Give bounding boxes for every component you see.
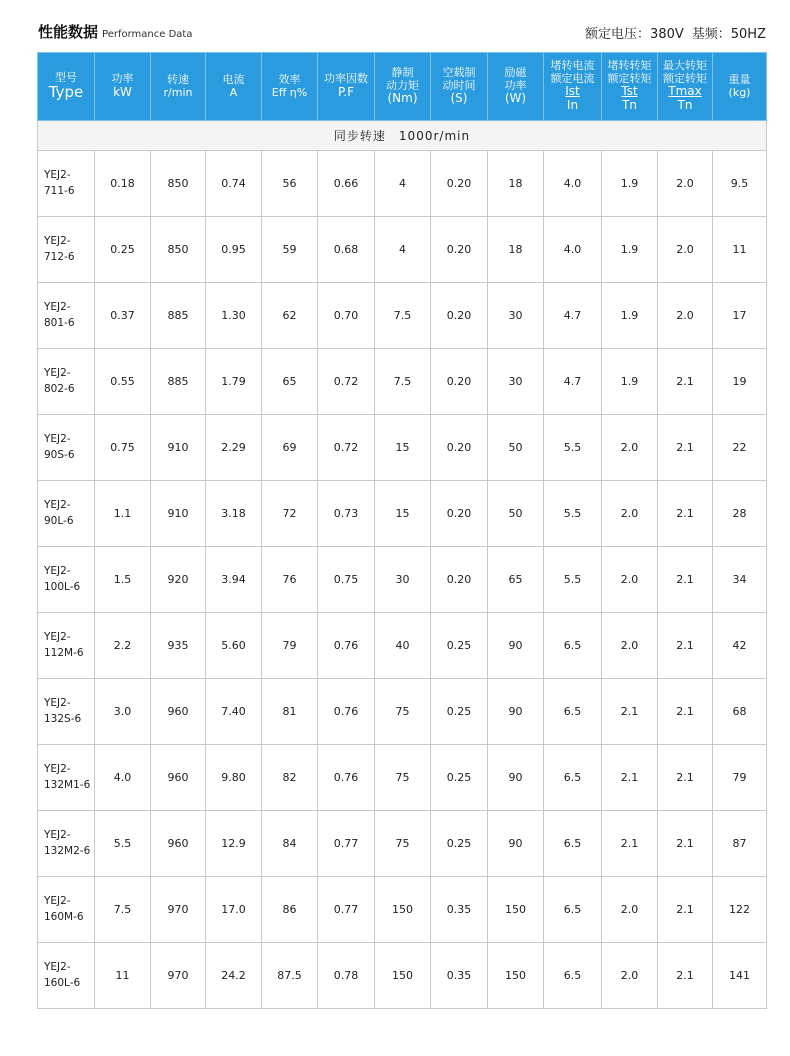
value-cell: 5.60	[206, 613, 262, 679]
model-cell	[38, 877, 95, 943]
value-cell: 850	[151, 151, 206, 217]
col-tmax-num: Tmax	[668, 84, 702, 99]
rating-info	[585, 23, 766, 42]
table-row	[38, 349, 767, 415]
value-cell: 2.0	[602, 613, 658, 679]
value-cell: 19	[713, 349, 767, 415]
table-row	[38, 283, 767, 349]
model-cell	[38, 745, 95, 811]
value-cell: 2.0	[658, 217, 713, 283]
value-cell: 3.18	[206, 481, 262, 547]
value-cell: 5.5	[95, 811, 151, 877]
value-cell: 15	[375, 415, 431, 481]
model-text: YEJ2-	[44, 235, 71, 248]
value-cell: 0.68	[318, 217, 375, 283]
value-cell: 1.30	[206, 283, 262, 349]
value-cell: 2.1	[658, 679, 713, 745]
table-row	[38, 481, 767, 547]
col-efficiency	[262, 53, 318, 121]
value-cell: 0.25	[431, 679, 488, 745]
page-subtitle: Performance Data	[102, 29, 193, 40]
value-cell: 2.1	[658, 415, 713, 481]
model-text: 712-6	[44, 250, 75, 263]
col-brake-time-l2: 动时间	[442, 78, 476, 92]
value-cell: 2.0	[602, 943, 658, 1009]
col-current-cn: 电流	[222, 72, 245, 86]
col-excitation-unit: (W)	[504, 91, 527, 106]
value-cell: 87	[713, 811, 767, 877]
value-cell: 42	[713, 613, 767, 679]
value-cell: 3.94	[206, 547, 262, 613]
value-cell: 65	[488, 547, 544, 613]
value-cell: 7.5	[95, 877, 151, 943]
table-row	[38, 613, 767, 679]
model-text: YEJ2-	[44, 895, 71, 908]
value-cell: 75	[375, 679, 431, 745]
value-cell: 2.1	[658, 547, 713, 613]
value-cell: 2.1	[602, 679, 658, 745]
page-header	[38, 18, 766, 42]
value-cell: 885	[151, 283, 206, 349]
value-cell: 0.20	[431, 415, 488, 481]
model-text: 100L-6	[44, 580, 81, 593]
value-cell: 90	[488, 811, 544, 877]
value-cell: 76	[262, 547, 318, 613]
table-body	[38, 151, 767, 1009]
value-cell: 0.73	[318, 481, 375, 547]
value-cell: 28	[713, 481, 767, 547]
value-cell: 910	[151, 481, 206, 547]
value-cell: 11	[713, 217, 767, 283]
value-cell: 150	[488, 877, 544, 943]
value-cell: 6.5	[544, 745, 602, 811]
value-cell: 960	[151, 679, 206, 745]
value-cell: 68	[713, 679, 767, 745]
model-text: YEJ2-	[44, 499, 71, 512]
model-text: 801-6	[44, 316, 75, 329]
col-speed-cn: 转速	[167, 72, 189, 86]
col-brake-torque-unit: (Nm)	[387, 91, 418, 106]
value-cell: 0.70	[318, 283, 375, 349]
col-ist-den: In	[566, 98, 579, 113]
value-cell: 150	[375, 877, 431, 943]
value-cell: 970	[151, 877, 206, 943]
col-tst-l2: 额定转矩	[607, 71, 652, 85]
section-label: 同步转速 1000r/min	[38, 121, 767, 151]
model-text: YEJ2-	[44, 433, 71, 446]
value-cell: 50	[488, 415, 544, 481]
model-text: YEJ2-	[44, 961, 71, 974]
value-cell: 6.5	[544, 943, 602, 1009]
value-cell: 7.40	[206, 679, 262, 745]
value-cell: 850	[151, 217, 206, 283]
value-cell: 141	[713, 943, 767, 1009]
value-cell: 1.9	[602, 283, 658, 349]
col-brake-time	[431, 53, 488, 121]
value-cell: 15	[375, 481, 431, 547]
col-excitation-power	[488, 53, 544, 121]
value-cell: 4.0	[95, 745, 151, 811]
col-tst-l1: 堵转转矩	[607, 59, 652, 73]
value-cell: 0.72	[318, 415, 375, 481]
col-efficiency-cn: 效率	[278, 72, 301, 86]
value-cell: 18	[488, 217, 544, 283]
model-text: YEJ2-	[44, 763, 71, 776]
value-cell: 0.25	[431, 613, 488, 679]
value-cell: 0.77	[318, 877, 375, 943]
value-cell: 30	[488, 349, 544, 415]
col-current	[206, 53, 262, 121]
value-cell: 1.79	[206, 349, 262, 415]
title-block	[38, 21, 192, 42]
value-cell: 5.5	[544, 547, 602, 613]
value-cell: 2.0	[602, 877, 658, 943]
rated-voltage: 额定电压：380V	[585, 27, 684, 42]
value-cell: 90	[488, 613, 544, 679]
value-cell: 34	[713, 547, 767, 613]
table-row	[38, 415, 767, 481]
value-cell: 0.18	[95, 151, 151, 217]
col-brake-time-unit: (S)	[450, 91, 468, 106]
col-ist-l1: 堵转电流	[550, 59, 595, 73]
model-text: YEJ2-	[44, 829, 71, 842]
model-text: 802-6	[44, 382, 75, 395]
model-cell	[38, 283, 95, 349]
model-cell	[38, 679, 95, 745]
table-header	[38, 53, 767, 121]
col-excitation-l1: 励磁	[504, 65, 527, 79]
model-cell	[38, 151, 95, 217]
table-row	[38, 217, 767, 283]
value-cell: 75	[375, 745, 431, 811]
col-power-factor-cn: 功率因数	[324, 72, 368, 86]
model-text: 90L-6	[44, 514, 74, 527]
value-cell: 81	[262, 679, 318, 745]
table-row	[38, 547, 767, 613]
model-text: 711-6	[44, 184, 75, 197]
value-cell: 5.5	[544, 415, 602, 481]
value-cell: 75	[375, 811, 431, 877]
col-tmax-den: Tn	[677, 98, 693, 113]
table-row	[38, 811, 767, 877]
value-cell: 1.9	[602, 349, 658, 415]
value-cell: 22	[713, 415, 767, 481]
value-cell: 0.72	[318, 349, 375, 415]
col-ist-l2: 额定电流	[550, 71, 595, 85]
value-cell: 0.20	[431, 349, 488, 415]
col-ist-num: Ist	[565, 84, 580, 99]
value-cell: 9.80	[206, 745, 262, 811]
value-cell: 0.20	[431, 481, 488, 547]
model-text: 132M2-6	[44, 844, 91, 857]
value-cell: 2.1	[658, 745, 713, 811]
model-text: YEJ2-	[44, 697, 71, 710]
value-cell: 4.0	[544, 151, 602, 217]
col-power	[95, 53, 151, 121]
value-cell: 150	[375, 943, 431, 1009]
model-text: 112M-6	[44, 646, 84, 659]
table-row	[38, 745, 767, 811]
value-cell: 5.5	[544, 481, 602, 547]
value-cell: 59	[262, 217, 318, 283]
value-cell: 970	[151, 943, 206, 1009]
value-cell: 122	[713, 877, 767, 943]
value-cell: 2.2	[95, 613, 151, 679]
value-cell: 885	[151, 349, 206, 415]
value-cell: 1.1	[95, 481, 151, 547]
value-cell: 0.37	[95, 283, 151, 349]
value-cell: 90	[488, 679, 544, 745]
value-cell: 24.2	[206, 943, 262, 1009]
value-cell: 2.0	[602, 547, 658, 613]
value-cell: 2.0	[602, 481, 658, 547]
value-cell: 0.66	[318, 151, 375, 217]
col-power-factor	[318, 53, 375, 121]
value-cell: 0.25	[95, 217, 151, 283]
model-text: 160M-6	[44, 910, 84, 923]
value-cell: 17.0	[206, 877, 262, 943]
value-cell: 11	[95, 943, 151, 1009]
model-cell	[38, 217, 95, 283]
value-cell: 9.5	[713, 151, 767, 217]
value-cell: 79	[262, 613, 318, 679]
value-cell: 4	[375, 217, 431, 283]
value-cell: 62	[262, 283, 318, 349]
model-text: YEJ2-	[44, 565, 71, 578]
value-cell: 0.78	[318, 943, 375, 1009]
value-cell: 17	[713, 283, 767, 349]
performance-table	[37, 52, 767, 1009]
value-cell: 1.9	[602, 217, 658, 283]
value-cell: 6.5	[544, 877, 602, 943]
value-cell: 0.76	[318, 613, 375, 679]
model-cell	[38, 547, 95, 613]
col-locked-current-ratio	[544, 53, 602, 121]
value-cell: 2.1	[658, 877, 713, 943]
value-cell: 2.0	[658, 283, 713, 349]
value-cell: 56	[262, 151, 318, 217]
model-cell	[38, 811, 95, 877]
value-cell: 150	[488, 943, 544, 1009]
value-cell: 2.1	[658, 811, 713, 877]
model-text: 160L-6	[44, 976, 81, 989]
value-cell: 935	[151, 613, 206, 679]
value-cell: 4.0	[544, 217, 602, 283]
col-type-cn: 型号	[55, 70, 77, 84]
value-cell: 6.5	[544, 613, 602, 679]
value-cell: 0.35	[431, 943, 488, 1009]
value-cell: 18	[488, 151, 544, 217]
value-cell: 2.1	[658, 943, 713, 1009]
table-row	[38, 151, 767, 217]
col-weight-cn: 重量	[728, 72, 751, 86]
value-cell: 0.20	[431, 547, 488, 613]
col-power-cn: 功率	[111, 72, 134, 86]
value-cell: 4.7	[544, 283, 602, 349]
value-cell: 6.5	[544, 679, 602, 745]
value-cell: 0.75	[318, 547, 375, 613]
section-band	[38, 121, 767, 151]
table-row	[38, 943, 767, 1009]
value-cell: 40	[375, 613, 431, 679]
value-cell: 0.35	[431, 877, 488, 943]
col-weight-unit: (kg)	[728, 85, 751, 99]
col-tst-num: Tst	[621, 84, 638, 99]
value-cell: 2.0	[658, 151, 713, 217]
value-cell: 0.20	[431, 283, 488, 349]
col-type-en: Type	[48, 83, 84, 102]
value-cell: 4.7	[544, 349, 602, 415]
model-cell	[38, 481, 95, 547]
col-current-unit: A	[229, 85, 238, 99]
value-cell: 0.25	[431, 811, 488, 877]
value-cell: 87.5	[262, 943, 318, 1009]
value-cell: 2.1	[602, 745, 658, 811]
value-cell: 69	[262, 415, 318, 481]
table-row	[38, 679, 767, 745]
value-cell: 2.1	[658, 349, 713, 415]
col-tmax-l2: 额定转矩	[663, 71, 707, 85]
col-max-torque-ratio	[658, 53, 713, 121]
value-cell: 7.5	[375, 283, 431, 349]
col-weight	[713, 53, 767, 121]
value-cell: 4	[375, 151, 431, 217]
value-cell: 86	[262, 877, 318, 943]
value-cell: 0.77	[318, 811, 375, 877]
value-cell: 2.0	[602, 415, 658, 481]
value-cell: 82	[262, 745, 318, 811]
value-cell: 50	[488, 481, 544, 547]
value-cell: 0.25	[431, 745, 488, 811]
model-text: YEJ2-	[44, 301, 71, 314]
col-tst-den: Tn	[622, 98, 637, 113]
value-cell: 12.9	[206, 811, 262, 877]
value-cell: 1.9	[602, 151, 658, 217]
base-frequency: 基频：50HZ	[691, 27, 766, 42]
model-cell	[38, 415, 95, 481]
value-cell: 0.74	[206, 151, 262, 217]
value-cell: 72	[262, 481, 318, 547]
value-cell: 960	[151, 811, 206, 877]
value-cell: 30	[488, 283, 544, 349]
model-text: YEJ2-	[44, 367, 71, 380]
value-cell: 2.1	[658, 613, 713, 679]
value-cell: 0.55	[95, 349, 151, 415]
value-cell: 84	[262, 811, 318, 877]
col-power-unit: kW	[113, 84, 132, 99]
col-brake-time-l1: 空载制	[442, 65, 476, 79]
col-brake-torque-l1: 静制	[391, 65, 414, 79]
value-cell: 3.0	[95, 679, 151, 745]
value-cell: 0.75	[95, 415, 151, 481]
value-cell: 0.76	[318, 745, 375, 811]
col-tmax-l1: 最大转矩	[663, 59, 707, 73]
value-cell: 0.20	[431, 151, 488, 217]
value-cell: 2.1	[602, 811, 658, 877]
value-cell: 65	[262, 349, 318, 415]
col-brake-torque	[375, 53, 431, 121]
model-cell	[38, 613, 95, 679]
value-cell: 79	[713, 745, 767, 811]
model-text: YEJ2-	[44, 631, 71, 644]
col-power-factor-en: P.F	[337, 84, 355, 99]
model-cell	[38, 943, 95, 1009]
value-cell: 910	[151, 415, 206, 481]
value-cell: 920	[151, 547, 206, 613]
model-text: 132S-6	[44, 712, 82, 725]
col-brake-torque-l2: 动力矩	[386, 78, 419, 92]
col-speed	[151, 53, 206, 121]
col-excitation-l2: 功率	[504, 78, 527, 92]
model-text: 90S-6	[44, 448, 75, 461]
value-cell: 90	[488, 745, 544, 811]
value-cell: 30	[375, 547, 431, 613]
value-cell: 2.29	[206, 415, 262, 481]
col-type	[38, 53, 95, 121]
value-cell: 0.76	[318, 679, 375, 745]
value-cell: 0.95	[206, 217, 262, 283]
model-cell	[38, 349, 95, 415]
value-cell: 960	[151, 745, 206, 811]
col-locked-torque-ratio	[602, 53, 658, 121]
value-cell: 0.20	[431, 217, 488, 283]
table-row	[38, 877, 767, 943]
value-cell: 6.5	[544, 811, 602, 877]
col-speed-unit: r/min	[163, 85, 193, 99]
page-title: 性能数据	[38, 23, 99, 41]
value-cell: 2.1	[658, 481, 713, 547]
col-efficiency-unit: Eff η%	[271, 85, 308, 99]
model-text: 132M1-6	[44, 778, 91, 791]
model-text: YEJ2-	[44, 169, 71, 182]
value-cell: 1.5	[95, 547, 151, 613]
value-cell: 7.5	[375, 349, 431, 415]
